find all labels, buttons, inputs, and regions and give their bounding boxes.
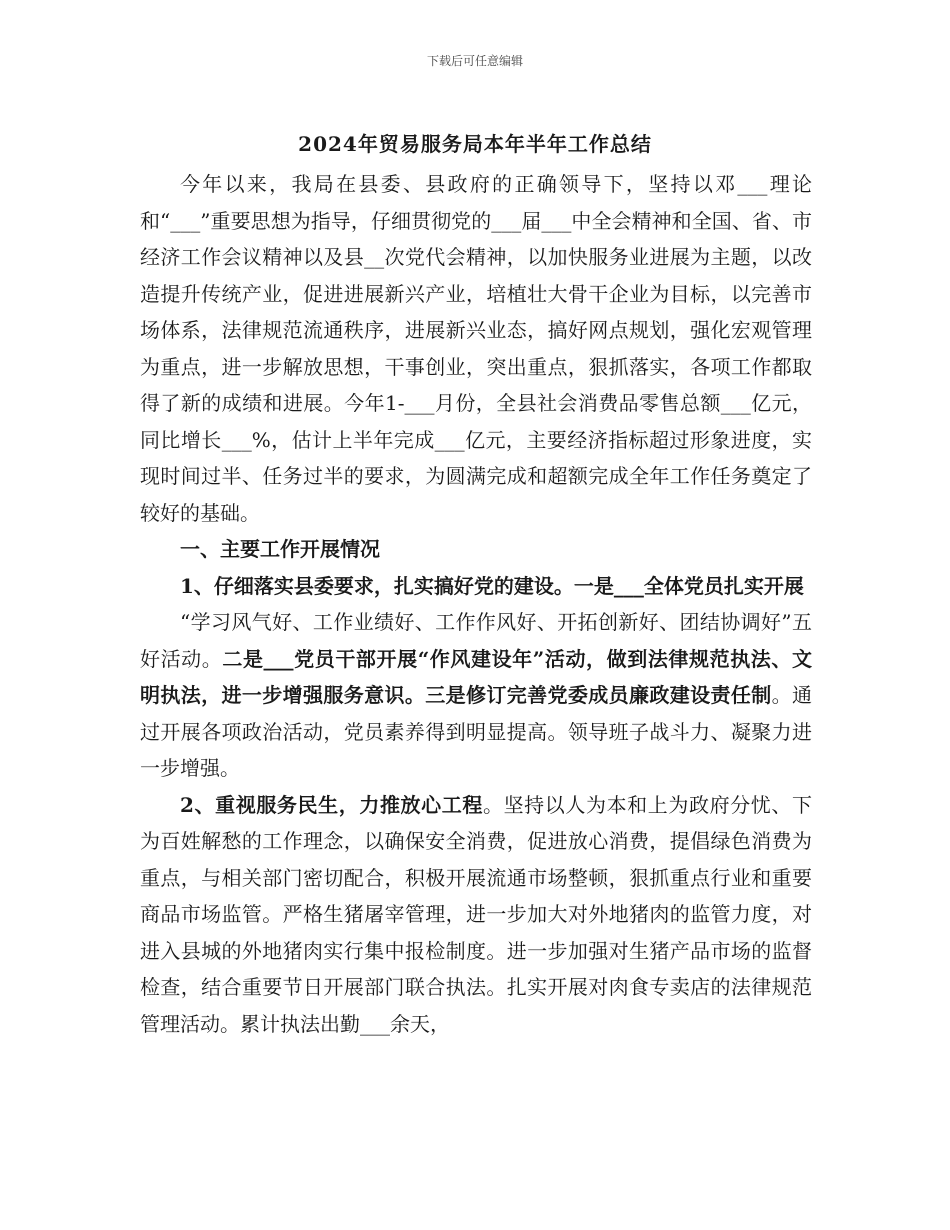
item2-heading: 2、重视服务民生，力推放心工程 — [180, 792, 483, 817]
item1-heading: 1、仔细落实县委要求，扎实搞好党的建设。一是___全体党员扎实开展 — [180, 573, 804, 598]
item1-text-bold: 二是___党员干部开展“作风建设年”活动，做到法律规范执法、文明执法，进一步增强服务意识。三是修订完善党委成员廉政建设责任制 — [140, 646, 812, 707]
item1-text-a: “学习风气好、工作业绩好、工作作风好、开拓创新好、团结协调好”五好活动。 — [140, 610, 812, 671]
item1-paragraph — [140, 604, 812, 787]
item2-text: 。坚持以人为本和上为政府分忧、下为百姓解愁的工作理念，以确保安全消费，促进放心消费，提倡绿色消费为重点，与相关部门密切配合，积极开展流通市场整顿，狠抓重点行业和重要商品市场监管。严格生猪屠宰管理，进一步加大对外地猪肉的监管力度，对进入县城的外地猪肉实行集中报检制度。进一步加强对生猪产品市场的监督检查，结合重要节日开展部门联合执法。扎实开展对肉食专卖店的法律规范管理活动。累计执法出勤___余天， — [140, 792, 813, 1036]
intro-paragraph: 今年以来，我局在县委、县政府的正确领导下，坚持以邓___理论和“___”重要思想为指导，仔细贯彻党的___届___中全会精神和全国、省、市经济工作会议精神以及县__次党代会精神，以加快服务业进展为主题，以改造提升传统产业，促进进展新兴产业，培植壮大骨干企业为目标，以完善市场体系，法律规范流通秩序，进展新兴业态，搞好网点规划，强化宏观管理为重点，进一步解放思想，干事创业，突出重点，狠抓落实，各项工作都取得了新的成绩和进展。今年1-___月份，全县社会消费品零售总额___亿元，同比增长___%，估计上半年完成___亿元，主要经济指标超过形象进度，实现时间过半、任务过半的要求，为圆满完成和超额完成全年工作任务奠定了较好的基础。 — [140, 172, 812, 525]
document-body — [140, 166, 812, 1042]
document-title: 2024年贸易服务局本年半年工作总结 — [298, 132, 652, 156]
item1-text-c: 。通过开展各项政治活动，党员素养得到明显提高。领导班子战斗力、凝聚力进一步增强。 — [140, 683, 812, 780]
page-header: 下载后可任意编辑 — [426, 54, 523, 68]
item2-paragraph — [140, 787, 812, 1043]
section-heading: 一、主要工作开展情况 — [180, 537, 380, 561]
